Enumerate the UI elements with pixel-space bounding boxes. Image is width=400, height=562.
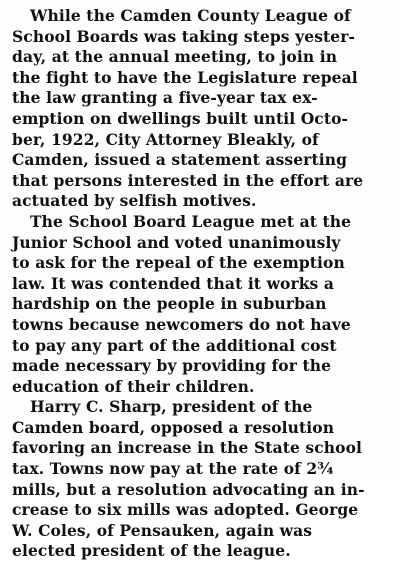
article-line-13: to ask for the repeal of the exemption — [12, 253, 345, 273]
article-line-2: School Boards was taking steps yester- — [12, 26, 356, 46]
article-line-20: Harry C. Sharp, president of the — [30, 397, 313, 417]
article-line-9: that persons interested in the effort are — [12, 170, 364, 190]
article-line-1: While the Camden County League of — [30, 6, 351, 25]
article-line-17: to pay any part of the additional cost — [12, 335, 337, 355]
article-line-15: hardship on the people in suburban — [12, 294, 327, 314]
article-line-21: Camden board, opposed a resolution — [12, 417, 335, 437]
article-line-22: favoring an increase in the State school — [12, 438, 363, 458]
article-line-8: Camden, issued a statement asserting — [12, 150, 348, 170]
article-line-12: Junior School and voted unanimously — [12, 232, 341, 252]
article-line-19: education of their children. — [12, 376, 255, 396]
article-line-27: elected president of the league. — [12, 541, 291, 561]
article-line-23: tax. Towns now pay at the rate of 2¾ — [12, 459, 334, 479]
article-line-7: ber, 1922, City Attorney Bleakly, of — [12, 129, 319, 149]
article-line-14: law. It was contended that it works a — [12, 273, 335, 293]
article-line-24: mills, but a resolution advocating an in- — [12, 479, 365, 499]
article-line-18: made necessary by providing for the — [12, 356, 332, 376]
article-line-10: actuated by selfish motives. — [12, 191, 257, 211]
article-line-5: the law granting a five-year tax ex- — [12, 88, 318, 108]
article-line-26: W. Coles, of Pensauken, again was — [12, 520, 313, 540]
article-line-4: the fight to have the Legislature repeal — [12, 67, 358, 87]
article-line-3: day, at the annual meeting, to join in — [12, 47, 338, 67]
article-line-25: crease to six mills was adopted. George — [12, 500, 359, 520]
article-line-11: The School Board League met at the — [30, 211, 352, 231]
article-line-16: towns because newcomers do not have — [12, 314, 351, 334]
article-line-6: emption on dwellings built until Octo- — [12, 108, 349, 128]
